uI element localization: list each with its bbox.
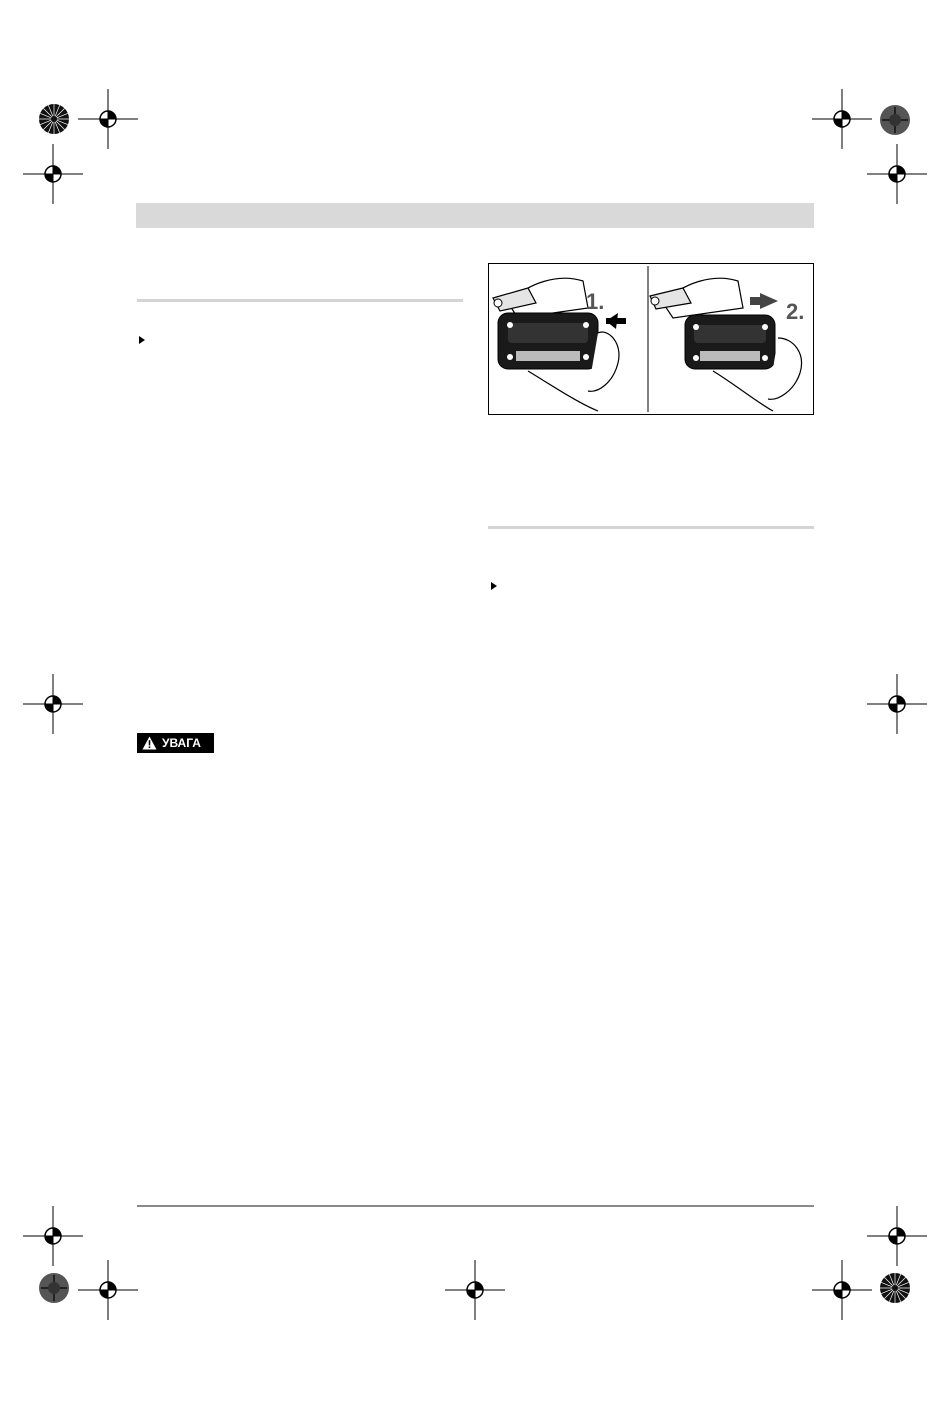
warning-label: УВАГА [162,736,201,750]
triangle-bullet-icon [491,582,497,590]
registration-crosshair-icon [812,1260,872,1320]
registration-crosshair-icon [78,89,138,149]
battery-removal-figure [488,263,814,415]
section-rule-right [488,526,814,529]
registration-crosshair-icon [867,144,927,204]
warning-triangle-icon [142,736,157,750]
registration-rosette-icon [38,1272,70,1304]
registration-crosshair-icon [23,674,83,734]
section-rule-left [137,299,463,302]
registration-crosshair-icon [78,1260,138,1320]
registration-crosshair-icon [867,1206,927,1266]
registration-rosette-icon [38,103,70,135]
registration-rosette-icon [879,1272,911,1304]
registration-crosshair-icon [445,1260,505,1320]
step-2-label: 2. [786,299,805,324]
registration-crosshair-icon [23,1206,83,1266]
step-1-label: 1. [586,289,605,314]
registration-crosshair-icon [23,144,83,204]
registration-crosshair-icon [867,674,927,734]
warning-badge [137,733,214,753]
page-header-band [136,203,814,228]
registration-rosette-icon [879,104,911,136]
registration-crosshair-icon [812,89,872,149]
footer-rule [137,1205,814,1207]
triangle-bullet-icon [139,336,145,344]
